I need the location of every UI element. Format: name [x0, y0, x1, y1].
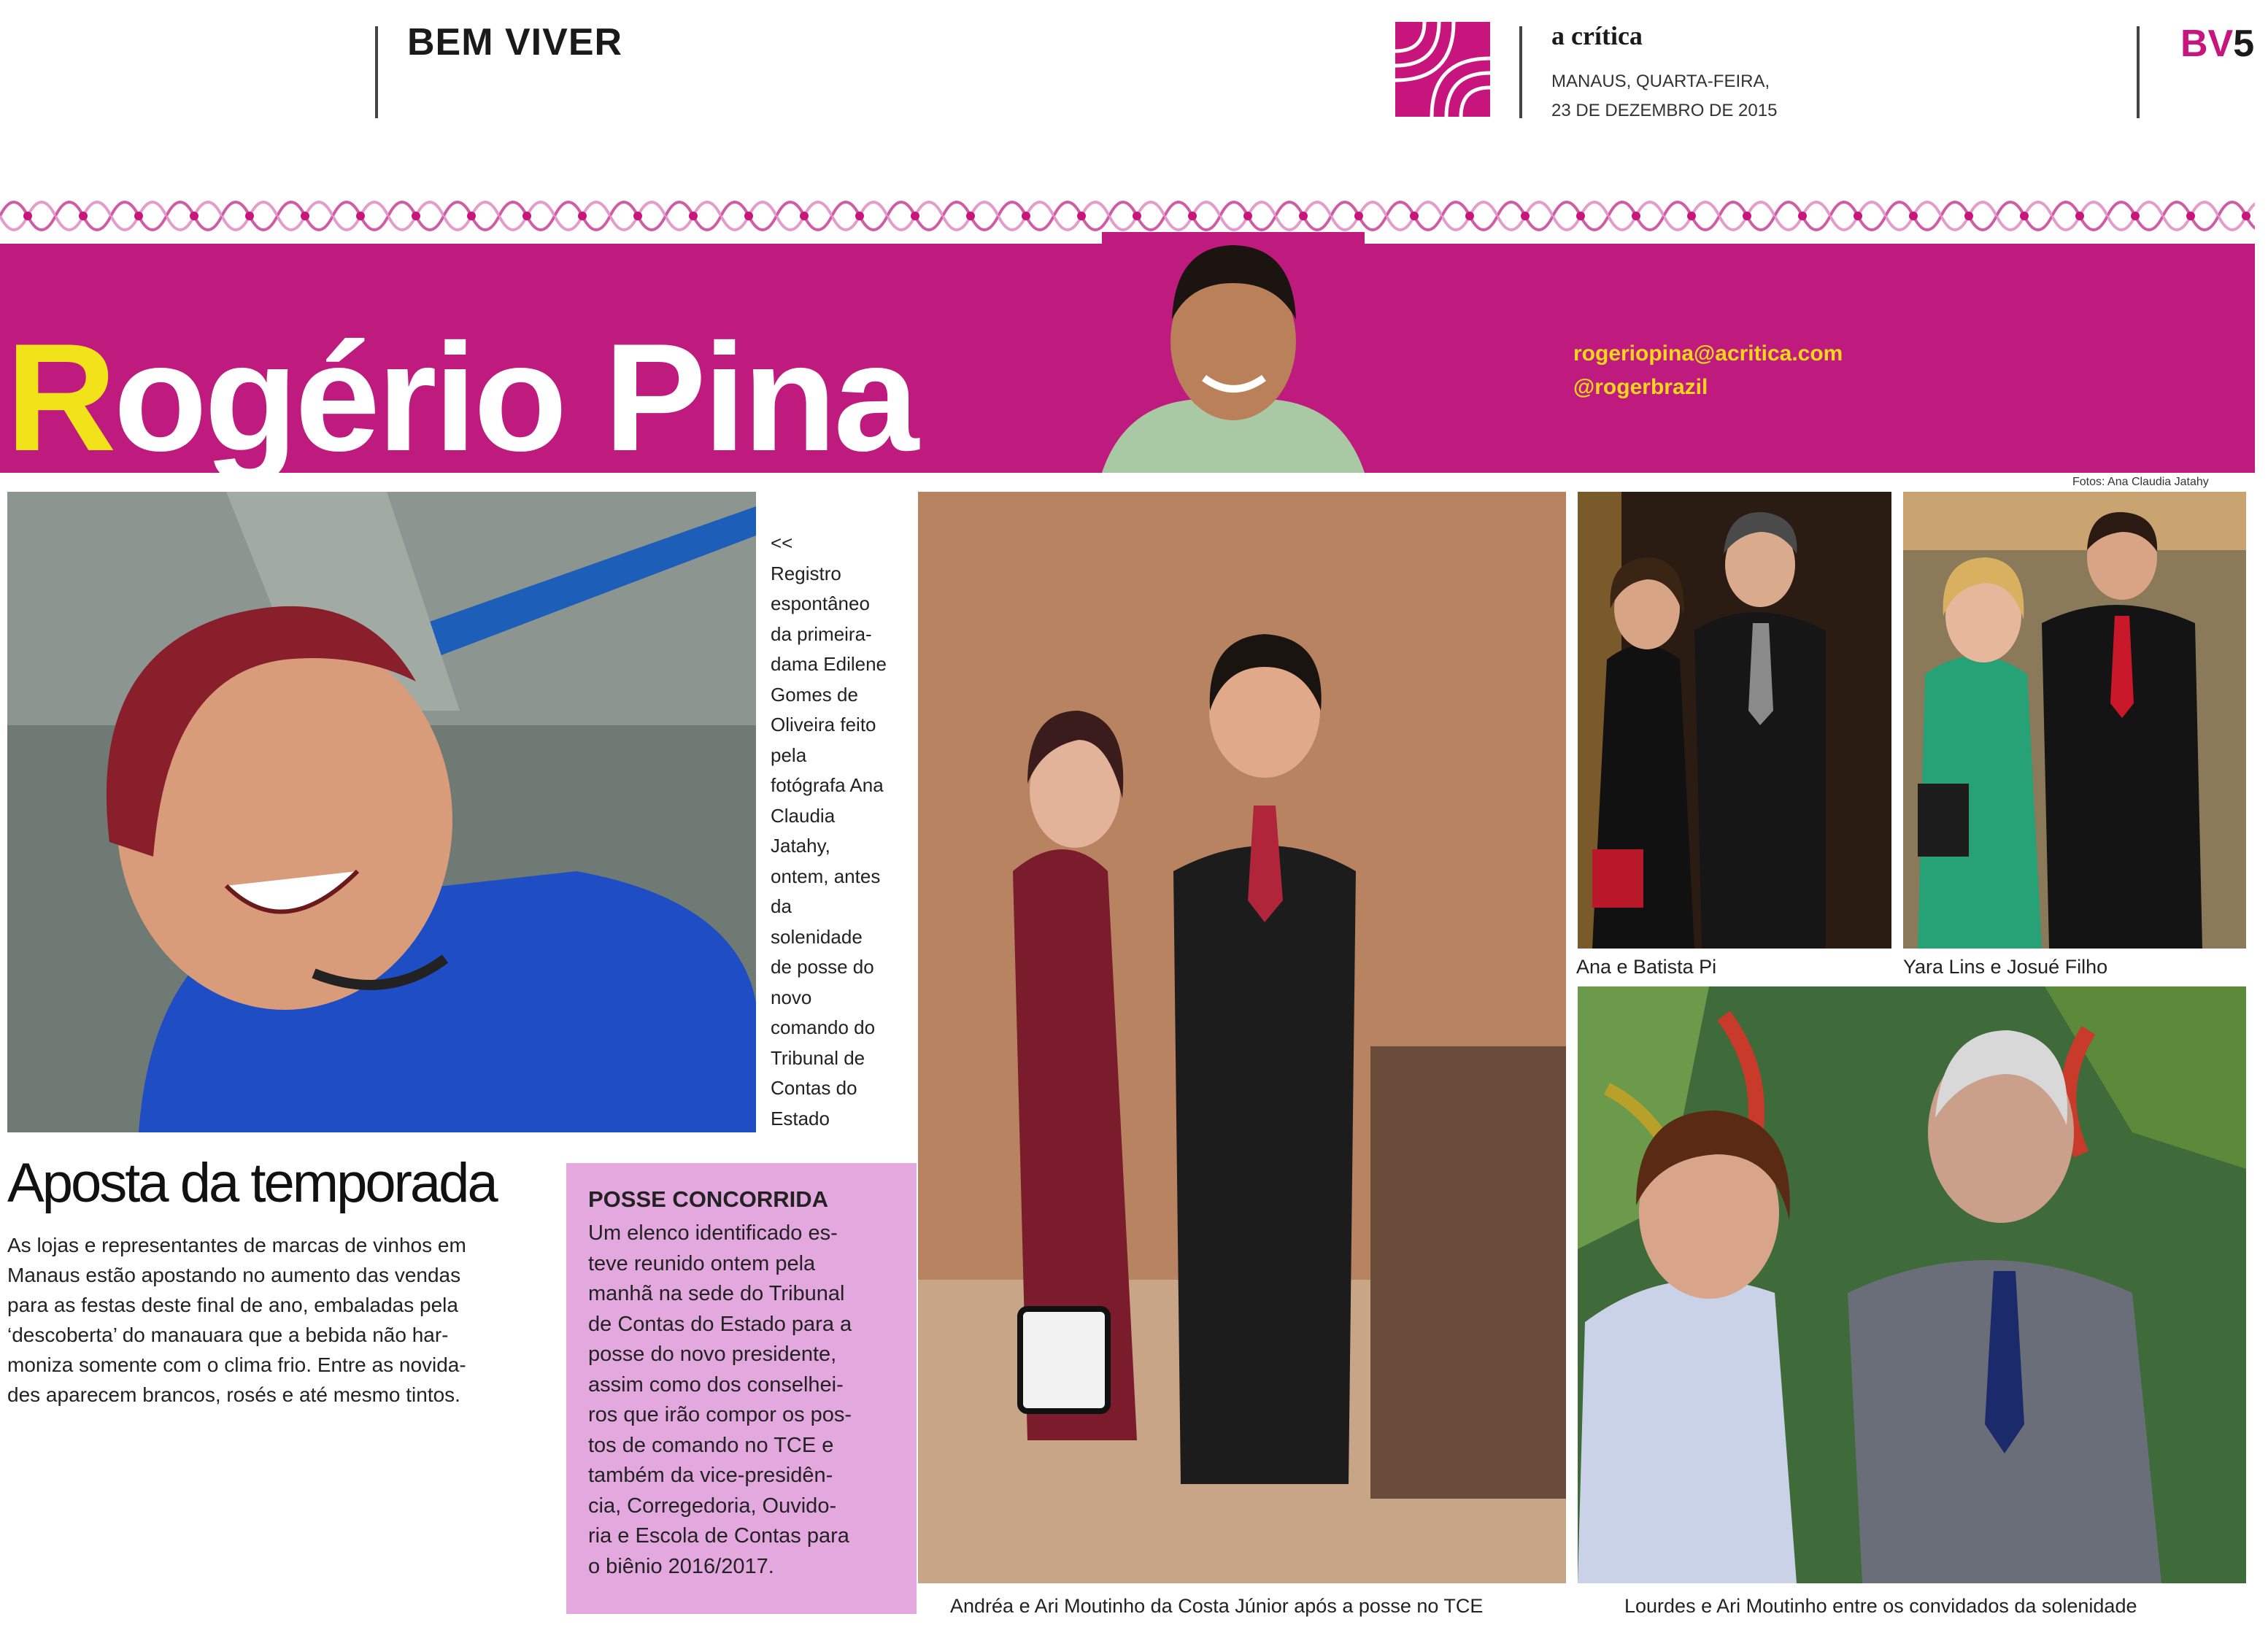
caption-line: ontem, antes — [771, 865, 881, 887]
lourdes-ari-photo — [1578, 986, 2246, 1583]
box-line: teve reunido ontem pela — [588, 1251, 816, 1275]
ana-batista-photo — [1578, 492, 1891, 949]
caption-line: espontâneo — [771, 592, 870, 614]
caption-line: novo — [771, 986, 812, 1008]
box-line: ria e Escola de Contas para — [588, 1524, 849, 1548]
body-line: des aparecem brancos, rosés e até mesmo tintos. — [7, 1383, 460, 1406]
header-divider-2 — [1519, 26, 1522, 118]
box-line: de Contas do Estado para a — [588, 1312, 852, 1336]
dateline-line-1: MANAUS, QUARTA-FEIRA, — [1551, 72, 1770, 91]
contact-block — [1573, 337, 1843, 404]
body-line: ‘descoberta’ do manauara que a bebida não har- — [7, 1324, 449, 1346]
caption-line: Tribunal de — [771, 1046, 865, 1069]
caption-line: dama Edilene — [771, 653, 887, 675]
caption-line: solenidade — [771, 925, 863, 948]
caption-line: de posse do — [771, 956, 874, 978]
box-line: posse do novo presidente, — [588, 1343, 837, 1366]
dateline-line-2: 23 DE DEZEMBRO DE 2015 — [1551, 101, 1778, 120]
columnist-name-initial: R — [6, 312, 114, 483]
paper-name: a crítica — [1551, 21, 1643, 50]
caption-line: Registro — [771, 562, 841, 584]
box-body — [588, 1218, 895, 1582]
caption-line: Claudia — [771, 804, 836, 827]
header-divider-3 — [2137, 26, 2140, 118]
caption-line: comando do — [771, 1016, 876, 1038]
caption-line: Contas do — [771, 1077, 857, 1099]
caption-line: Jatahy, — [771, 835, 830, 857]
page-code-prefix: BV — [2180, 23, 2234, 65]
caption-arrow: << — [771, 532, 793, 554]
columnist-name-rest: ogério Pina — [113, 312, 917, 483]
main-couple-caption: Andréa e Ari Moutinho da Costa Júnior após a posse no TCE — [950, 1595, 1484, 1617]
photo-credit: Fotos: Ana Claudia Jatahy — [2072, 476, 2209, 488]
caption-line: Estado — [771, 1107, 830, 1129]
lead-photo-caption — [771, 528, 917, 1134]
lead-body — [7, 1230, 531, 1410]
box-line: cia, Corregedoria, Ouvido- — [588, 1494, 837, 1518]
dateline — [1551, 67, 1777, 125]
box-line: tos de comando no TCE e — [588, 1433, 834, 1457]
columnist-handle[interactable]: @rogerbrazil — [1573, 375, 1708, 399]
body-line: moniza somente com o clima frio. Entre as novida- — [7, 1353, 466, 1376]
box-title: POSSE CONCORRIDA — [588, 1186, 828, 1212]
box-line: assim como dos conselhei- — [588, 1372, 844, 1397]
page-code-number: 5 — [2233, 23, 2255, 65]
section-label: BEM VIVER — [407, 21, 623, 63]
box-line: ros que irão compor os pos- — [588, 1403, 852, 1426]
page-code — [2180, 22, 2254, 66]
lourdes-ari-caption: Lourdes e Ari Moutinho entre os convidados da solenidade — [1624, 1595, 2137, 1617]
caption-line: da — [771, 895, 792, 917]
lead-photo — [7, 492, 756, 1132]
body-line: para as festas deste final de ano, embaladas pela — [7, 1294, 458, 1316]
main-couple-photo — [918, 492, 1566, 1583]
box-line: também da vice-presidên- — [588, 1464, 833, 1487]
caption-line: da primeira- — [771, 622, 872, 645]
caption-line: Oliveira feito — [771, 714, 876, 735]
body-line: As lojas e representantes de marcas de vinhos em — [7, 1234, 466, 1256]
caption-line: Gomes de — [771, 683, 858, 706]
header-divider — [375, 26, 378, 118]
spiral-logo-icon — [1395, 22, 1490, 117]
columnist-portrait — [1102, 232, 1365, 473]
box-line: Um elenco identificado es- — [588, 1221, 838, 1245]
yara-josue-photo — [1903, 492, 2246, 949]
columnist-name — [6, 312, 917, 483]
ana-batista-caption: Ana e Batista Pi — [1576, 956, 1717, 978]
columnist-email[interactable]: rogeriopina@acritica.com — [1573, 341, 1843, 366]
caption-line: fotógrafa Ana — [771, 774, 884, 796]
body-line: Manaus estão apostando no aumento das vendas — [7, 1264, 461, 1286]
lead-headline: Aposta da temporada — [7, 1152, 496, 1214]
caption-line: pela — [771, 743, 807, 766]
box-line: manhã na sede do Tribunal — [588, 1282, 845, 1305]
box-line: o biênio 2016/2017. — [588, 1554, 774, 1578]
yara-josue-caption: Yara Lins e Josué Filho — [1903, 956, 2108, 978]
